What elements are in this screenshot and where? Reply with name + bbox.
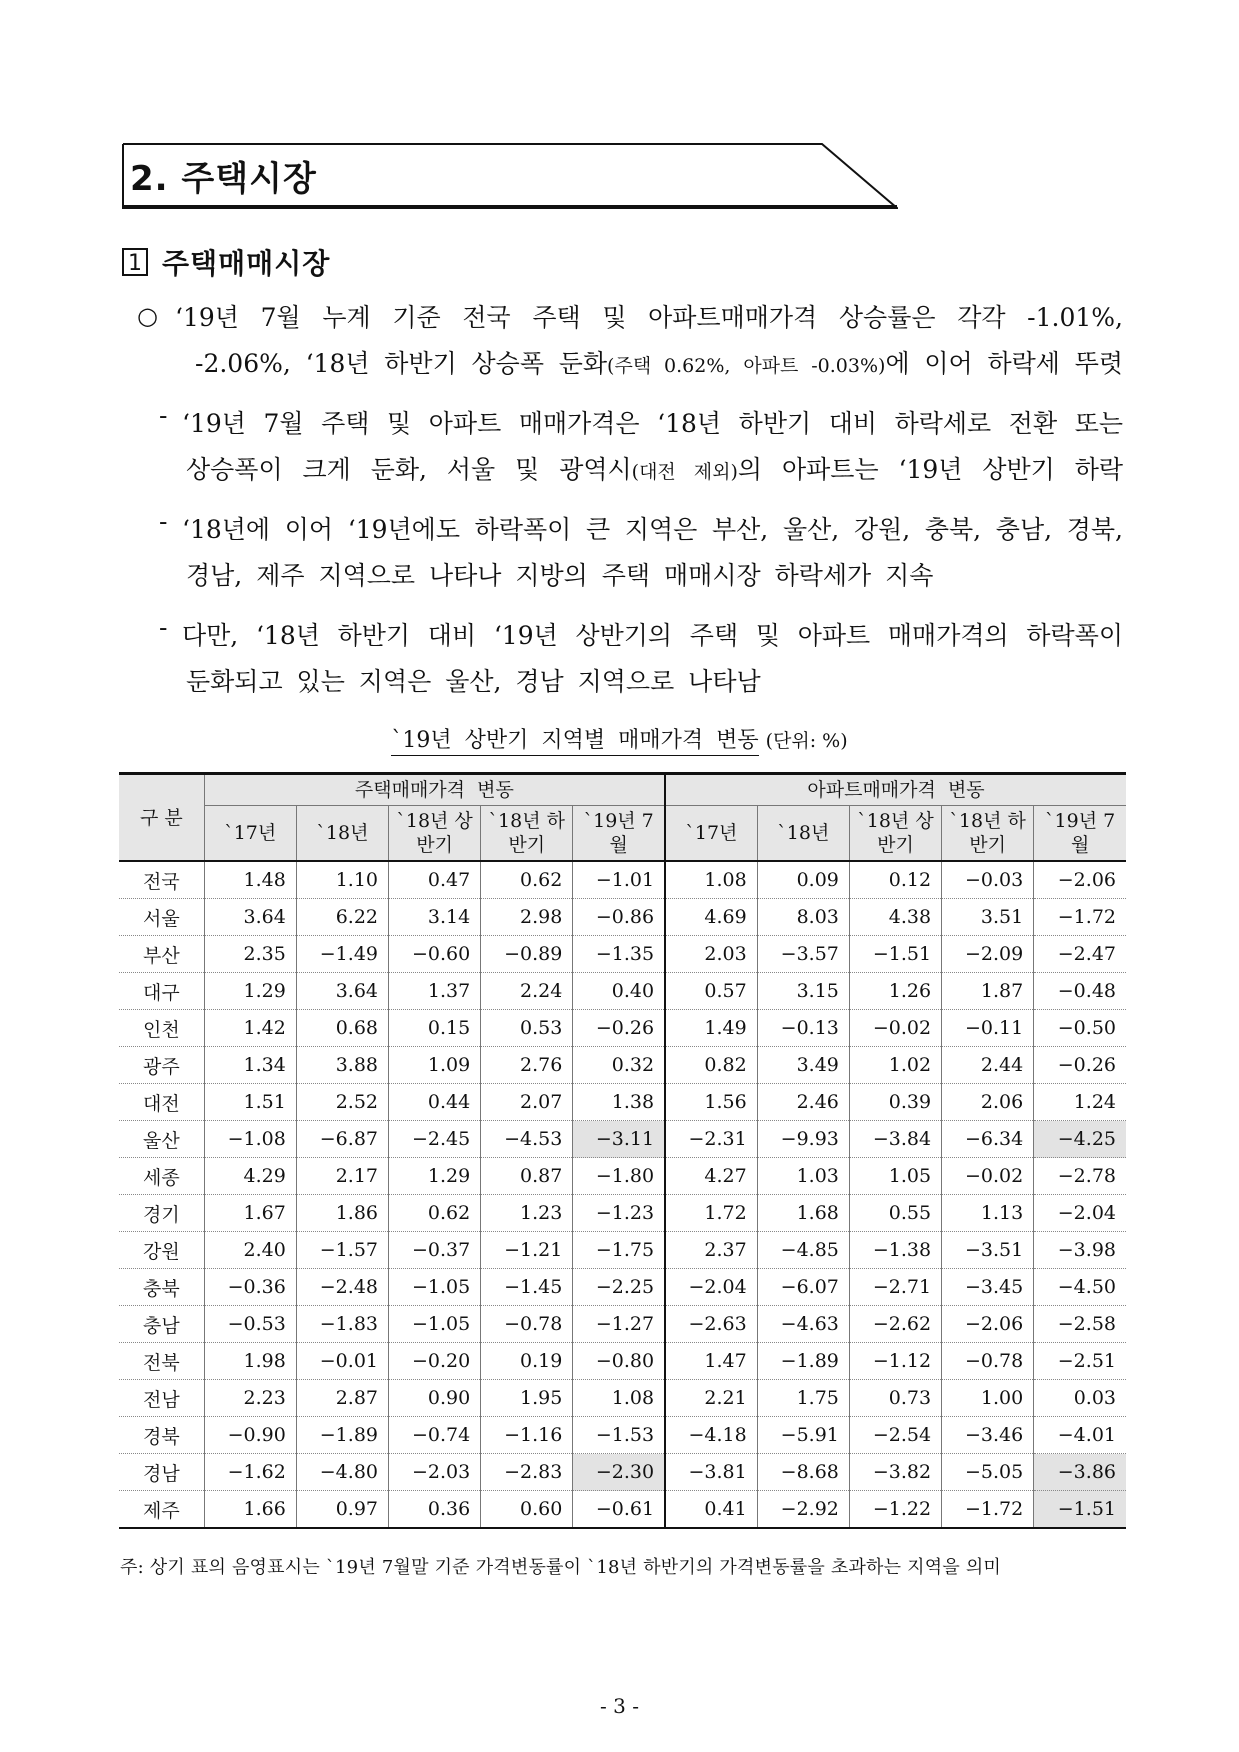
value-cell: 1.13 (942, 1195, 1034, 1232)
value-cell: −1.01 (573, 861, 665, 899)
value-cell: 1.02 (849, 1047, 941, 1084)
value-cell: 2.40 (204, 1232, 296, 1269)
value-cell: −0.02 (942, 1158, 1034, 1195)
value-cell: −3.98 (1034, 1232, 1126, 1269)
value-cell: −0.80 (573, 1343, 665, 1380)
value-cell: −6.34 (942, 1121, 1034, 1158)
value-cell: 2.76 (481, 1047, 573, 1084)
value-cell: −0.26 (573, 1010, 665, 1047)
value-cell: 3.51 (942, 899, 1034, 936)
sub-bullet-2-line2: 경남, 제주 지역으로 나타나 지방의 주택 매매시장 하락세가 지속 (186, 561, 934, 590)
column-header: `18년 (296, 806, 388, 862)
value-cell: 0.97 (296, 1491, 388, 1529)
table-row (119, 1306, 1126, 1343)
value-cell: 0.12 (849, 861, 941, 899)
value-cell: −1.80 (573, 1158, 665, 1195)
value-cell: 4.27 (665, 1158, 757, 1195)
value-cell: 2.07 (481, 1084, 573, 1121)
caption-title: `19년 상반기 지역별 매매가격 변동 (391, 728, 758, 756)
value-cell: −9.93 (757, 1121, 849, 1158)
value-cell: −0.53 (204, 1306, 296, 1343)
value-cell: −4.01 (1034, 1417, 1126, 1454)
region-cell: 서울 (119, 899, 204, 936)
value-cell: −2.25 (573, 1269, 665, 1306)
value-cell: 2.03 (665, 936, 757, 973)
value-cell: −1.72 (1034, 899, 1126, 936)
circle-bullet-icon: ○ (137, 302, 158, 330)
region-cell: 광주 (119, 1047, 204, 1084)
value-cell: 0.90 (389, 1380, 481, 1417)
table-caption (0, 723, 1239, 754)
value-cell: −3.45 (942, 1269, 1034, 1306)
region-cell: 인천 (119, 1010, 204, 1047)
value-cell: −2.06 (942, 1306, 1034, 1343)
value-cell: −2.04 (1034, 1195, 1126, 1232)
value-cell: −2.51 (1034, 1343, 1126, 1380)
value-cell: −1.51 (849, 936, 941, 973)
price-change-table (119, 772, 1126, 1529)
table-row (119, 973, 1126, 1010)
value-cell: −0.60 (389, 936, 481, 973)
region-cell: 경남 (119, 1454, 204, 1491)
value-cell: 1.87 (942, 973, 1034, 1010)
table-row (119, 1491, 1126, 1529)
table-row (119, 1084, 1126, 1121)
value-cell: −3.11 (573, 1121, 665, 1158)
value-cell: 0.73 (849, 1380, 941, 1417)
value-cell: 0.62 (389, 1195, 481, 1232)
subsection-title: 주택매매시장 (162, 247, 331, 280)
region-cell: 대구 (119, 973, 204, 1010)
value-cell: −2.48 (296, 1269, 388, 1306)
value-cell: −0.78 (942, 1343, 1034, 1380)
value-cell: 2.23 (204, 1380, 296, 1417)
corner-header: 구 분 (119, 774, 204, 862)
value-cell: −2.45 (389, 1121, 481, 1158)
value-cell: 3.64 (296, 973, 388, 1010)
column-header: `18년 하반기 (942, 806, 1034, 862)
value-cell: 1.08 (573, 1380, 665, 1417)
value-cell: 1.56 (665, 1084, 757, 1121)
table-row (119, 1195, 1126, 1232)
value-cell: 1.09 (389, 1047, 481, 1084)
value-cell: −3.51 (942, 1232, 1034, 1269)
value-cell: −1.16 (481, 1417, 573, 1454)
value-cell: −3.57 (757, 936, 849, 973)
value-cell: 1.95 (481, 1380, 573, 1417)
value-cell: −4.50 (1034, 1269, 1126, 1306)
subsection-heading (122, 244, 330, 280)
value-cell: −6.87 (296, 1121, 388, 1158)
value-cell: −2.09 (942, 936, 1034, 973)
value-cell: −1.23 (573, 1195, 665, 1232)
value-cell: −2.47 (1034, 936, 1126, 973)
value-cell: 2.06 (942, 1084, 1034, 1121)
dash-bullet-icon: - (159, 401, 168, 430)
value-cell: 0.82 (665, 1047, 757, 1084)
value-cell: 0.32 (573, 1047, 665, 1084)
value-cell: −0.78 (481, 1306, 573, 1343)
value-cell: −4.53 (481, 1121, 573, 1158)
value-cell: 4.69 (665, 899, 757, 936)
table-row (119, 861, 1126, 899)
value-cell: 2.35 (204, 936, 296, 973)
value-cell: 1.68 (757, 1195, 849, 1232)
value-cell: 2.46 (757, 1084, 849, 1121)
region-cell: 전남 (119, 1380, 204, 1417)
value-cell: 1.98 (204, 1343, 296, 1380)
value-cell: −4.85 (757, 1232, 849, 1269)
value-cell: 2.24 (481, 973, 573, 1010)
value-cell: −1.51 (1034, 1491, 1126, 1529)
column-header: `17년 (204, 806, 296, 862)
column-header: `18년 상반기 (849, 806, 941, 862)
value-cell: −0.20 (389, 1343, 481, 1380)
value-cell: 1.23 (481, 1195, 573, 1232)
value-cell: −1.53 (573, 1417, 665, 1454)
section-title: 2. 주택시장 (130, 159, 317, 199)
value-cell: −1.38 (849, 1232, 941, 1269)
value-cell: −1.27 (573, 1306, 665, 1343)
value-cell: −1.72 (942, 1491, 1034, 1529)
table-row (119, 1380, 1126, 1417)
value-cell: −0.01 (296, 1343, 388, 1380)
caption-unit: (단위: %) (765, 730, 848, 752)
region-cell: 제주 (119, 1491, 204, 1529)
value-cell: 0.68 (296, 1010, 388, 1047)
value-cell: 3.49 (757, 1047, 849, 1084)
value-cell: 2.98 (481, 899, 573, 936)
value-cell: 1.86 (296, 1195, 388, 1232)
value-cell: 0.62 (481, 861, 573, 899)
value-cell: −2.63 (665, 1306, 757, 1343)
column-header: `18년 하반기 (481, 806, 573, 862)
column-header: `19년 7월 (1034, 806, 1126, 862)
table-row (119, 1158, 1126, 1195)
value-cell: −3.82 (849, 1454, 941, 1491)
value-cell: −1.21 (481, 1232, 573, 1269)
value-cell: 2.87 (296, 1380, 388, 1417)
value-cell: −3.46 (942, 1417, 1034, 1454)
value-cell: 1.08 (665, 861, 757, 899)
value-cell: 0.40 (573, 973, 665, 1010)
main-bullet-line1: ‘19년 7월 누계 기준 전국 주택 및 아파트매매가격 상승률은 각각 -1.01%, (175, 303, 1123, 332)
value-cell: −5.91 (757, 1417, 849, 1454)
value-cell: −4.63 (757, 1306, 849, 1343)
sub-bullet-3-line1: 다만, ‘18년 하반기 대비 ‘19년 상반기의 주택 및 아파트 매매가격의 하락폭이 (182, 621, 1123, 650)
page-number: - 3 - (600, 1694, 639, 1718)
value-cell: 1.29 (389, 1158, 481, 1195)
value-cell: −1.89 (296, 1417, 388, 1454)
value-cell: −0.50 (1034, 1010, 1126, 1047)
value-cell: 1.49 (665, 1010, 757, 1047)
value-cell: 1.24 (1034, 1084, 1126, 1121)
value-cell: 1.47 (665, 1343, 757, 1380)
value-cell: 1.29 (204, 973, 296, 1010)
value-cell: −2.83 (481, 1454, 573, 1491)
region-cell: 충북 (119, 1269, 204, 1306)
value-cell: −0.03 (942, 861, 1034, 899)
value-cell: 1.05 (849, 1158, 941, 1195)
value-cell: −8.68 (757, 1454, 849, 1491)
value-cell: 1.10 (296, 861, 388, 899)
value-cell: −0.13 (757, 1010, 849, 1047)
value-cell: −2.92 (757, 1491, 849, 1529)
value-cell: −2.03 (389, 1454, 481, 1491)
value-cell: −0.26 (1034, 1047, 1126, 1084)
value-cell: −4.80 (296, 1454, 388, 1491)
value-cell: 1.03 (757, 1158, 849, 1195)
region-cell: 경기 (119, 1195, 204, 1232)
region-cell: 경북 (119, 1417, 204, 1454)
region-cell: 강원 (119, 1232, 204, 1269)
subsection-number: 1 (122, 248, 148, 276)
column-header: `18년 상반기 (389, 806, 481, 862)
value-cell: −0.48 (1034, 973, 1126, 1010)
value-cell: −2.06 (1034, 861, 1126, 899)
region-cell: 울산 (119, 1121, 204, 1158)
value-cell: −2.78 (1034, 1158, 1126, 1195)
value-cell: 0.53 (481, 1010, 573, 1047)
value-cell: −6.07 (757, 1269, 849, 1306)
value-cell: −3.81 (665, 1454, 757, 1491)
table-row (119, 1417, 1126, 1454)
value-cell: −0.36 (204, 1269, 296, 1306)
value-cell: 0.57 (665, 973, 757, 1010)
value-cell: 1.72 (665, 1195, 757, 1232)
value-cell: 3.64 (204, 899, 296, 936)
region-cell: 전북 (119, 1343, 204, 1380)
sub-bullet-1-line1: ‘19년 7월 주택 및 아파트 매매가격은 ‘18년 하반기 대비 하락세로 전환 또는 (182, 409, 1123, 438)
table-row (119, 1343, 1126, 1380)
value-cell: 2.21 (665, 1380, 757, 1417)
value-cell: −1.75 (573, 1232, 665, 1269)
value-cell: 0.44 (389, 1084, 481, 1121)
value-cell: −0.89 (481, 936, 573, 973)
value-cell: −2.54 (849, 1417, 941, 1454)
value-cell: −1.62 (204, 1454, 296, 1491)
value-cell: 1.51 (204, 1084, 296, 1121)
value-cell: 0.87 (481, 1158, 573, 1195)
value-cell: −2.58 (1034, 1306, 1126, 1343)
value-cell: −1.08 (204, 1121, 296, 1158)
value-cell: 1.00 (942, 1380, 1034, 1417)
value-cell: −3.84 (849, 1121, 941, 1158)
region-cell: 부산 (119, 936, 204, 973)
value-cell: −0.90 (204, 1417, 296, 1454)
value-cell: −3.86 (1034, 1454, 1126, 1491)
dash-bullet-icon: - (159, 613, 168, 642)
table-row (119, 936, 1126, 973)
main-bullet-line2: -2.06%, ‘18년 하반기 상승폭 둔화(주택 0.62%, 아파트 -0.03%)에 이어 하락세 뚜렷 (195, 349, 1123, 378)
region-cell: 충남 (119, 1306, 204, 1343)
value-cell: −1.57 (296, 1232, 388, 1269)
value-cell: −1.22 (849, 1491, 941, 1529)
value-cell: 0.19 (481, 1343, 573, 1380)
value-cell: 1.34 (204, 1047, 296, 1084)
value-cell: 0.55 (849, 1195, 941, 1232)
value-cell: −5.05 (942, 1454, 1034, 1491)
region-cell: 세종 (119, 1158, 204, 1195)
value-cell: −1.12 (849, 1343, 941, 1380)
value-cell: −2.04 (665, 1269, 757, 1306)
table-row (119, 1454, 1126, 1491)
sub-bullet-2-line1: ‘18년에 이어 ‘19년에도 하락폭이 큰 지역은 부산, 울산, 강원, 충북, 충남, 경북, (182, 515, 1123, 544)
column-header: `17년 (665, 806, 757, 862)
value-cell: 3.14 (389, 899, 481, 936)
region-cell: 전국 (119, 861, 204, 899)
value-cell: 8.03 (757, 899, 849, 936)
section-banner (122, 143, 898, 209)
value-cell: −0.86 (573, 899, 665, 936)
value-cell: 1.67 (204, 1195, 296, 1232)
value-cell: 2.37 (665, 1232, 757, 1269)
value-cell: 0.03 (1034, 1380, 1126, 1417)
table-row (119, 1047, 1126, 1084)
value-cell: 0.41 (665, 1491, 757, 1529)
value-cell: 0.36 (389, 1491, 481, 1529)
value-cell: 2.17 (296, 1158, 388, 1195)
value-cell: 3.88 (296, 1047, 388, 1084)
table-row (119, 1232, 1126, 1269)
value-cell: 0.09 (757, 861, 849, 899)
value-cell: 6.22 (296, 899, 388, 936)
value-cell: −2.71 (849, 1269, 941, 1306)
value-cell: −0.37 (389, 1232, 481, 1269)
value-cell: 1.42 (204, 1010, 296, 1047)
value-cell: 1.66 (204, 1491, 296, 1529)
table-footnote: 주: 상기 표의 음영표시는 `19년 7월말 기준 가격변동률이 `18년 하반기의 가격변동률을 초과하는 지역을 의미 (120, 1557, 1002, 1578)
value-cell: −1.35 (573, 936, 665, 973)
value-cell: −0.11 (942, 1010, 1034, 1047)
value-cell: 2.52 (296, 1084, 388, 1121)
value-cell: −0.61 (573, 1491, 665, 1529)
value-cell: 4.29 (204, 1158, 296, 1195)
value-cell: 0.15 (389, 1010, 481, 1047)
value-cell: −1.49 (296, 936, 388, 973)
sub-bullet-3-line2: 둔화되고 있는 지역은 울산, 경남 지역으로 나타남 (186, 667, 761, 696)
value-cell: 1.37 (389, 973, 481, 1010)
value-cell: −0.74 (389, 1417, 481, 1454)
sub-bullet-1-line2: 상승폭이 크게 둔화, 서울 및 광역시(대전 제외)의 아파트는 ‘19년 상반기 하락 (186, 455, 1124, 484)
value-cell: −2.31 (665, 1121, 757, 1158)
value-cell: −0.02 (849, 1010, 941, 1047)
column-header: `18년 (757, 806, 849, 862)
value-cell: 3.15 (757, 973, 849, 1010)
group-header-apartment: 아파트매매가격 변동 (665, 774, 1126, 806)
dash-bullet-icon: - (159, 507, 168, 536)
value-cell: 0.39 (849, 1084, 941, 1121)
value-cell: −2.62 (849, 1306, 941, 1343)
value-cell: 0.47 (389, 861, 481, 899)
column-header: `19년 7월 (573, 806, 665, 862)
value-cell: −2.30 (573, 1454, 665, 1491)
value-cell: 1.38 (573, 1084, 665, 1121)
value-cell: −1.05 (389, 1269, 481, 1306)
value-cell: 0.60 (481, 1491, 573, 1529)
region-cell: 대전 (119, 1084, 204, 1121)
value-cell: 1.26 (849, 973, 941, 1010)
value-cell: 1.48 (204, 861, 296, 899)
value-cell: 4.38 (849, 899, 941, 936)
value-cell: −1.89 (757, 1343, 849, 1380)
group-header-house: 주택매매가격 변동 (204, 774, 665, 806)
value-cell: −4.18 (665, 1417, 757, 1454)
table-row (119, 899, 1126, 936)
value-cell: 2.44 (942, 1047, 1034, 1084)
table-row (119, 1010, 1126, 1047)
value-cell: −1.45 (481, 1269, 573, 1306)
table-row (119, 1121, 1126, 1158)
value-cell: −1.05 (389, 1306, 481, 1343)
value-cell: 1.75 (757, 1380, 849, 1417)
table-row (119, 1269, 1126, 1306)
value-cell: −1.83 (296, 1306, 388, 1343)
value-cell: −4.25 (1034, 1121, 1126, 1158)
